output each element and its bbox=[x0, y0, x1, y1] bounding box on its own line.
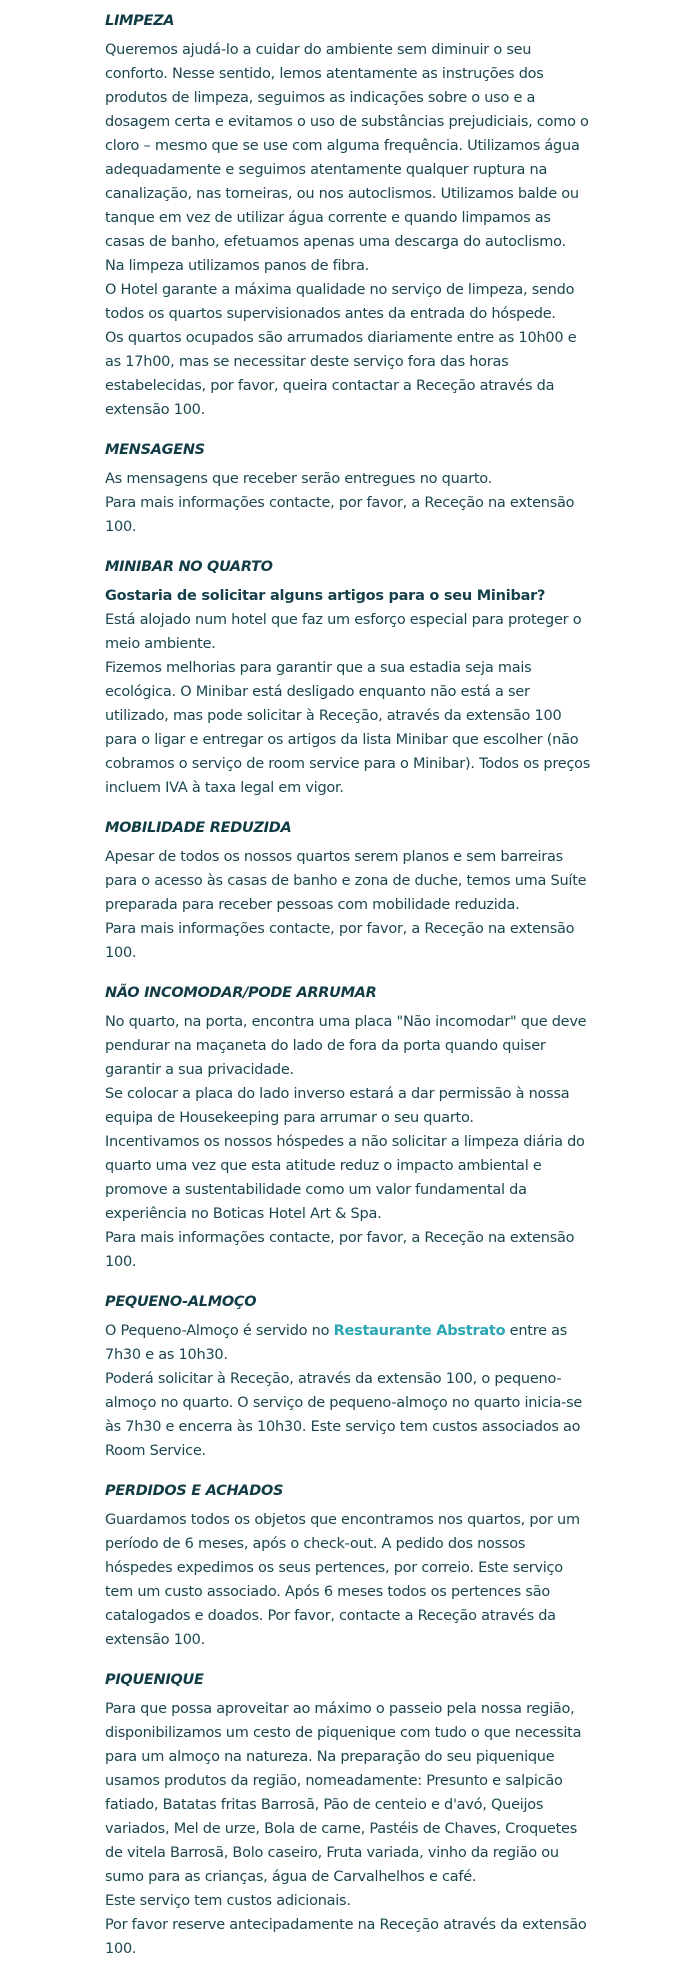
breakfast-intro-before: O Pequeno-Almoço é servido no bbox=[105, 1323, 334, 1339]
paragraph: Se colocar a placa do lado inverso estará a dar permissão à nossa equipa de Housekeeping para arrumar o seu quarto. bbox=[105, 1086, 570, 1126]
restaurant-link[interactable]: Restaurante Abstrato bbox=[333, 1323, 506, 1339]
section-minibar bbox=[105, 556, 593, 800]
paragraph: Para mais informações contacte, por favor, a Receção na extensão 100. bbox=[105, 495, 575, 535]
paragraph: Este serviço tem custos adicionais. bbox=[105, 1893, 351, 1909]
section-pequeno-almoco bbox=[105, 1291, 593, 1463]
section-title: PIQUENIQUE bbox=[105, 1672, 204, 1688]
paragraph: Incentivamos os nossos hóspedes a não solicitar a limpeza diária do quarto uma vez que esta atitude reduz o impacto ambiental e promove a sustentabilidade como um valor fundamental da experiência no Boticas Hotel Art & Spa. bbox=[105, 1134, 585, 1222]
paragraph: Os quartos ocupados são arrumados diariamente entre as 10h00 e as 17h00, mas se necessitar deste serviço fora das horas estabelecidas, por favor, queira contactar a Receção através da extensão 100. bbox=[105, 330, 577, 418]
paragraph: As mensagens que receber serão entregues no quarto. bbox=[105, 471, 493, 487]
paragraph: Guardamos todos os objetos que encontramos nos quartos, por um período de 6 meses, após o check-out. A pedido dos nossos hóspedes expedimos os seus pertences, por correio. Este serviço tem um custo associado. Após 6 meses todos os pertences são catalogados e doados. Por favor, contacte a Receção através da extensão 100. bbox=[105, 1512, 580, 1648]
section-mobilidade-reduzida bbox=[105, 817, 593, 965]
paragraph: Para mais informações contacte, por favor, a Receção na extensão 100. bbox=[105, 921, 575, 961]
section-title: NÃO INCOMODAR/PODE ARRUMAR bbox=[105, 985, 377, 1001]
section-mensagens bbox=[105, 439, 593, 539]
section-title: MINIBAR NO QUARTO bbox=[105, 559, 273, 575]
paragraph: Fizemos melhorias para garantir que a sua estadia seja mais ecológica. O Minibar está desligado enquanto não está a ser utilizado, mas pode solicitar à Receção, através da extensão 100 para o ligar e entregar os artigos da lista Minibar que escolher (não cobramos o serviço de room service para o Minibar). Todos os preços incluem IVA à taxa legal em vigor. bbox=[105, 660, 591, 796]
section-title: MOBILIDADE REDUZIDA bbox=[105, 820, 292, 836]
section-limpeza bbox=[105, 10, 593, 422]
section-nao-incomodar bbox=[105, 982, 593, 1274]
paragraph: Apesar de todos os nossos quartos serem planos e sem barreiras para o acesso às casas de banho e zona de duche, temos uma Suíte preparada para receber pessoas com mobilidade reduzida. bbox=[105, 849, 587, 913]
section-subtitle: Gostaria de solicitar alguns artigos para o seu Minibar? bbox=[105, 588, 546, 604]
section-title: MENSAGENS bbox=[105, 442, 205, 458]
paragraph: Para mais informações contacte, por favor, a Receção na extensão 100. bbox=[105, 1230, 575, 1270]
section-perdidos-achados bbox=[105, 1480, 593, 1652]
paragraph: Para que possa aproveitar ao máximo o passeio pela nossa região, disponibilizamos um cesto de piquenique com tudo o que necessita para um almoço na natureza. Na preparação do seu piquenique usamos produtos da região, nomeadamente: Presunto e salpicão fatiado, Batatas fritas Barrosã, Pão de centeio e d'avó, Queijos variados, Mel de urze, Bola de carne, Pastéis de Chaves, Croquetes de vitela Barrosã, Bolo caseiro, Fruta variada, vinho da região ou sumo para as crianças, água de Carvalhelhos e café. bbox=[105, 1701, 582, 1885]
paragraph: Na limpeza utilizamos panos de fibra. bbox=[105, 258, 369, 274]
paragraph: Está alojado num hotel que faz um esforço especial para proteger o meio ambiente. bbox=[105, 612, 582, 652]
section-title: PEQUENO-ALMOÇO bbox=[105, 1294, 257, 1310]
paragraph: Poderá solicitar à Receção, através da extensão 100, o pequeno-almoço no quarto. O serviço de pequeno-almoço no quarto inicia-se às 7h30 e encerra às 10h30. Este serviço tem custos associados ao Room Service. bbox=[105, 1371, 583, 1459]
paragraph: No quarto, na porta, encontra uma placa "Não incomodar" que deve pendurar na maçaneta do lado de fora da porta quando quiser garantir a sua privacidade. bbox=[105, 1014, 587, 1078]
breakfast-intro bbox=[105, 1319, 593, 1367]
breakfast-intro-after: entre as 7h30 e as 10h30. bbox=[105, 1323, 568, 1363]
section-title: LIMPEZA bbox=[105, 13, 175, 29]
section-title: PERDIDOS E ACHADOS bbox=[105, 1483, 284, 1499]
paragraph: Queremos ajudá-lo a cuidar do ambiente sem diminuir o seu conforto. Nesse sentido, lemos atentamente as instruções dos produtos de limpeza, seguimos as indicações sobre o uso e a dosagem certa e evitamos o uso de substâncias prejudiciais, como o cloro – mesmo que se use com alguma frequência. Utilizamos água adequadamente e seguimos atentamente qualquer ruptura na canalização, nas torneiras, ou nos autoclismos. Utilizamos balde ou tanque em vez de utilizar água corrente e quando limpamos as casas de banho, efetuamos apenas uma descarga do autoclismo. bbox=[105, 42, 589, 250]
section-piquenique bbox=[105, 1669, 593, 1961]
paragraph: O Hotel garante a máxima qualidade no serviço de limpeza, sendo todos os quartos supervisionados antes da entrada do hóspede. bbox=[105, 282, 575, 322]
paragraph: Por favor reserve antecipadamente na Receção através da extensão 100. bbox=[105, 1917, 587, 1957]
